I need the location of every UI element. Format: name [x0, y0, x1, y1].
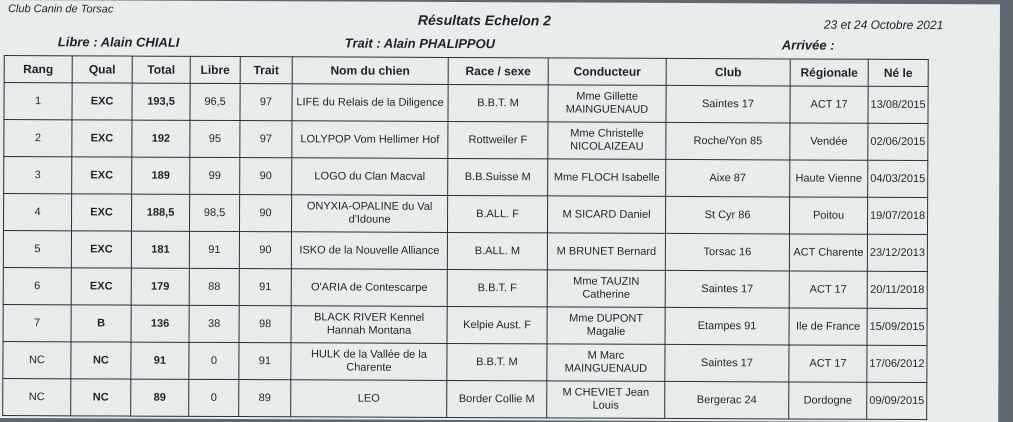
birth-date-cell: 19/07/2018	[867, 197, 927, 234]
page-title: Résultats Echelon 2	[417, 11, 551, 29]
results-table	[2, 55, 929, 420]
rank-cell: 2	[4, 120, 72, 157]
dog-name-cell: ONYXIA-OPALINE du Val d'Idoune	[291, 195, 447, 233]
dog-name-cell: BLACK RIVER Kennel Hannah Montana	[291, 306, 447, 344]
regional-cell: ACT 17	[789, 345, 867, 382]
handler-cell: Mme Gillette MAINGUENAUD	[548, 85, 666, 123]
total-cell: 193,5	[132, 83, 190, 120]
total-cell: 136	[131, 305, 189, 342]
libre-score-cell: 95	[190, 120, 240, 157]
qualification-cell: NC	[71, 379, 131, 416]
dog-name-cell: O'ARIA de Contescarpe	[291, 269, 447, 307]
column-header: Qual	[72, 56, 132, 83]
table-body	[3, 83, 929, 420]
club-cell: Saintes 17	[666, 85, 790, 123]
event-dates: 23 et 24 Octobre 2021	[823, 17, 944, 33]
libre-score-cell: 0	[189, 379, 239, 416]
column-header: Club	[666, 58, 790, 86]
qualification-cell: EXC	[71, 194, 131, 231]
table-row	[3, 194, 927, 235]
birth-date-cell: 04/03/2015	[868, 160, 928, 197]
breed-sex-cell: Kelpie Aust. F	[447, 306, 547, 343]
column-header: Total	[132, 56, 190, 83]
breed-sex-cell: B.B.T. M	[448, 84, 548, 121]
table-row	[3, 379, 927, 420]
trait-score-cell: 91	[239, 343, 291, 380]
qualification-cell: EXC	[72, 157, 132, 194]
libre-score-cell: 38	[189, 305, 239, 342]
trait-score-cell: 90	[239, 195, 291, 232]
breed-sex-cell: B.ALL. M	[447, 232, 547, 269]
table-row	[3, 305, 927, 346]
total-cell: 192	[132, 120, 190, 157]
libre-score-cell: 0	[189, 342, 239, 379]
breed-sex-cell: B.B.Suisse M	[448, 158, 548, 195]
handler-cell: Mme TAUZIN Catherine	[547, 270, 665, 308]
birth-date-cell: 23/12/2013	[867, 234, 927, 271]
qualification-cell: B	[71, 305, 131, 342]
breed-sex-cell: Border Collie M	[447, 380, 547, 417]
total-cell: 179	[131, 268, 189, 305]
qualification-cell: EXC	[71, 268, 131, 305]
arrivee-label: Arrivée :	[781, 37, 835, 53]
libre-score-cell: 99	[190, 157, 240, 194]
table-row	[4, 157, 928, 198]
rank-cell: 3	[4, 157, 72, 194]
handler-cell: Mme Christelle NICOLAIZEAU	[548, 122, 666, 160]
birth-date-cell: 17/06/2012	[867, 345, 927, 382]
table-row	[3, 342, 927, 383]
column-header: Nom du chien	[292, 57, 448, 85]
libre-score-cell: 91	[189, 231, 239, 268]
table-row	[3, 231, 927, 272]
birth-date-cell: 13/08/2015	[868, 86, 928, 123]
total-cell: 188,5	[131, 194, 189, 231]
handler-cell: Mme DUPONT Magalie	[547, 307, 665, 345]
total-cell: 91	[131, 342, 189, 379]
trait-score-cell: 89	[239, 380, 291, 417]
rank-cell: 4	[3, 194, 71, 231]
breed-sex-cell: B.ALL. F	[447, 195, 547, 232]
column-header: Régionale	[790, 59, 868, 86]
trait-score-cell: 98	[239, 306, 291, 343]
total-cell: 181	[131, 231, 189, 268]
regional-cell: Vendée	[790, 123, 868, 160]
table-header-row	[4, 56, 928, 87]
rank-cell: 5	[3, 231, 71, 268]
club-cell: Etampes 91	[665, 307, 789, 345]
dog-name-cell: LIFE du Relais de la Diligence	[292, 84, 448, 122]
table-row	[4, 83, 928, 124]
dog-name-cell: LEO	[291, 380, 447, 418]
regional-cell: Dordogne	[789, 382, 867, 419]
club-cell: Aixe 87	[666, 159, 790, 197]
breed-sex-cell: B.B.T. F	[447, 269, 547, 306]
libre-score-cell: 88	[189, 268, 239, 305]
qualification-cell: EXC	[72, 120, 132, 157]
libre-judge: Libre : Alain CHIALI	[57, 34, 180, 50]
libre-score-cell: 96,5	[190, 83, 240, 120]
dog-name-cell: LOGO du Clan Macval	[292, 158, 448, 196]
dog-name-cell: ISKO de la Nouvelle Alliance	[291, 232, 447, 270]
qualification-cell: NC	[71, 342, 131, 379]
regional-cell: ACT Charente	[789, 234, 867, 271]
dog-name-cell: LOLYPOP Vom Hellimer Hof	[292, 121, 448, 159]
rank-cell: 7	[3, 305, 71, 342]
handler-cell: M SICARD Daniel	[547, 196, 665, 234]
table-row	[3, 268, 927, 309]
regional-cell: ACT 17	[789, 271, 867, 308]
rank-cell: NC	[3, 379, 71, 416]
regional-cell: ACT 17	[790, 86, 868, 123]
column-header: Rang	[4, 56, 72, 83]
trait-score-cell: 91	[239, 269, 291, 306]
regional-cell: Ile de France	[789, 308, 867, 345]
regional-cell: Haute Vienne	[790, 160, 868, 197]
column-header: Libre	[190, 56, 240, 83]
regional-cell: Poitou	[789, 197, 867, 234]
trait-score-cell: 90	[239, 232, 291, 269]
handler-cell: M BRUNET Bernard	[547, 233, 665, 271]
trait-score-cell: 97	[240, 121, 292, 158]
club-cell: Bergerac 24	[665, 381, 789, 419]
column-header: Race / sexe	[448, 57, 548, 84]
birth-date-cell: 02/06/2015	[868, 123, 928, 160]
rank-cell: 1	[4, 83, 72, 120]
breed-sex-cell: Rottweiler F	[448, 121, 548, 158]
handler-cell: M CHEVIET Jean Louis	[547, 381, 665, 419]
club-name: Club Canin de Torsac	[7, 3, 114, 16]
rank-cell: NC	[3, 342, 71, 379]
qualification-cell: EXC	[71, 231, 131, 268]
handler-cell: Mme FLOCH Isabelle	[548, 159, 666, 197]
birth-date-cell: 15/09/2015	[867, 308, 927, 345]
column-header: Conducteur	[548, 58, 666, 86]
club-cell: St Cyr 86	[665, 196, 789, 234]
qualification-cell: EXC	[72, 83, 132, 120]
club-cell: Roche/Yon 85	[666, 122, 790, 160]
dog-name-cell: HULK de la Vallée de la Charente	[291, 343, 447, 381]
table-row	[4, 120, 928, 161]
trait-score-cell: 97	[240, 84, 292, 121]
handler-cell: M Marc MAINGUENAUD	[547, 344, 665, 382]
trait-score-cell: 90	[240, 158, 292, 195]
club-cell: Saintes 17	[665, 270, 789, 308]
column-header: Trait	[240, 57, 292, 84]
birth-date-cell: 20/11/2018	[867, 271, 927, 308]
total-cell: 89	[131, 379, 189, 416]
libre-score-cell: 98,5	[189, 194, 239, 231]
birth-date-cell: 09/09/2015	[867, 382, 927, 419]
total-cell: 189	[132, 157, 190, 194]
trait-judge: Trait : Alain PHALIPPOU	[344, 35, 496, 52]
column-header: Né le	[868, 59, 928, 86]
breed-sex-cell: B.B.T. M	[447, 343, 547, 380]
rank-cell: 6	[3, 268, 71, 305]
club-cell: Saintes 17	[665, 344, 789, 382]
club-cell: Torsac 16	[665, 233, 789, 271]
